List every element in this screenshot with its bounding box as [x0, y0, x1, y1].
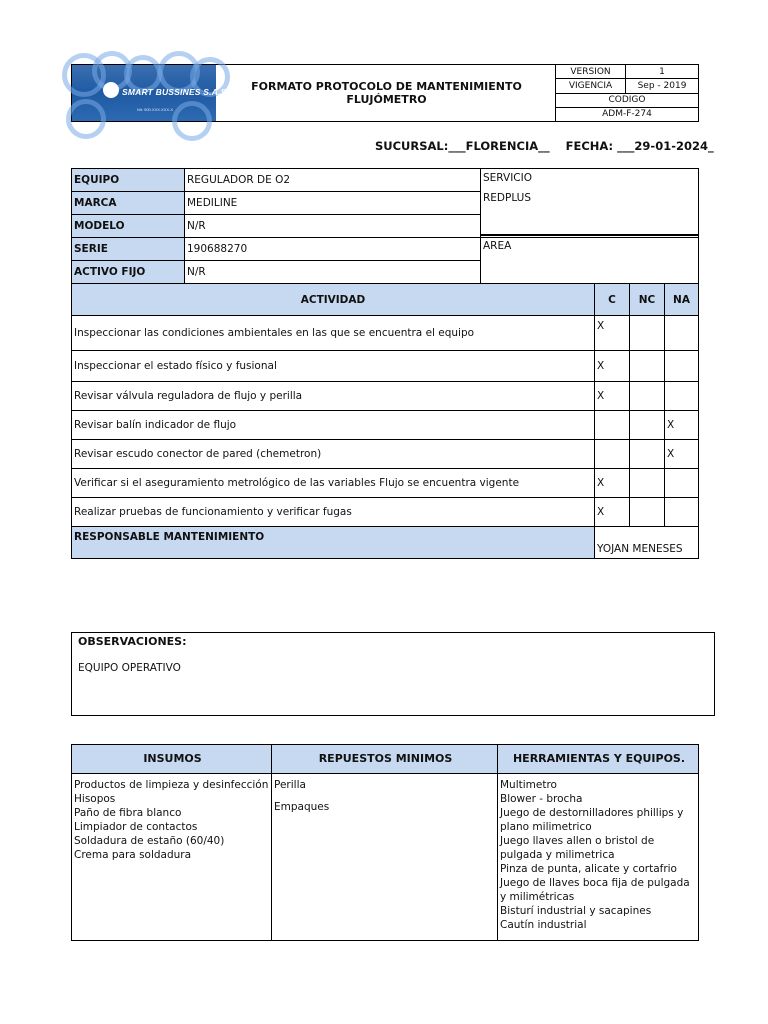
activity-row	[72, 351, 699, 382]
herramientas-header: HERRAMIENTAS Y EQUIPOS.	[498, 745, 699, 774]
activity-text: Inspeccionar el estado físico y fusional	[72, 351, 595, 382]
na-header: NA	[665, 284, 699, 316]
area-label: AREA	[483, 240, 512, 252]
activo-fijo-label: ACTIVO FIJO	[72, 261, 185, 284]
list-item: Perilla	[274, 779, 306, 791]
modelo-value: N/R	[185, 215, 481, 238]
vigencia-label: VIGENCIA	[556, 79, 626, 93]
activity-text: Realizar pruebas de funcionamiento y verificar fugas	[72, 498, 595, 527]
activity-row	[72, 316, 699, 351]
activity-c: X	[595, 382, 630, 411]
servicio-label: SERVICIO	[483, 172, 532, 184]
actividad-header: ACTIVIDAD	[72, 284, 595, 316]
location-line	[375, 139, 714, 153]
title-line-1: FORMATO PROTOCOLO DE MANTENIMIENTO	[251, 80, 522, 93]
servicio-cell	[481, 169, 699, 238]
document-header	[71, 64, 699, 122]
repuestos-header: REPUESTOS MINIMOS	[272, 745, 498, 774]
observations-box	[71, 632, 715, 716]
list-item: Blower - brocha	[500, 793, 583, 805]
sucursal-value: ___FLORENCIA__	[448, 139, 550, 153]
list-item: Juego de llaves boca fija de pulgada y milimétricas	[500, 877, 690, 903]
title-line-2: FLUJÓMETRO	[346, 93, 427, 106]
activity-na: X	[665, 440, 699, 469]
version-label: VERSION	[556, 65, 626, 79]
logo-subtext: Nit: 900.XXX.XXX-X	[137, 107, 174, 112]
responsable-value: YOJAN MENESES	[595, 527, 699, 559]
activity-text: Verificar si el aseguramiento metrológico de las variables Flujo se encuentra vigente	[72, 469, 595, 498]
list-item: Crema para soldadura	[74, 849, 192, 861]
marca-label: MARCA	[72, 192, 185, 215]
activity-na	[665, 382, 699, 411]
observations-value: EQUIPO OPERATIVO	[78, 662, 181, 674]
nc-header: NC	[630, 284, 665, 316]
equipment-table	[71, 168, 699, 559]
equipo-value: REGULADOR DE O2	[185, 169, 481, 192]
activity-text: Revisar válvula reguladora de flujo y perilla	[72, 382, 595, 411]
activity-row	[72, 440, 699, 469]
list-item: Hisopos	[74, 793, 116, 805]
codigo-label: CODIGO	[556, 93, 699, 107]
activity-text: Revisar escudo conector de pared (chemetron)	[72, 440, 595, 469]
activity-na: X	[665, 411, 699, 440]
activity-c: X	[595, 351, 630, 382]
fecha-label: FECHA:	[565, 139, 614, 153]
activity-nc	[630, 382, 665, 411]
list-item: Pinza de punta, alicate y cortafrio	[500, 863, 677, 875]
activity-na	[665, 469, 699, 498]
list-item: Bisturí industrial y sacapines	[500, 905, 652, 917]
sucursal-label: SUCURSAL:	[375, 139, 449, 153]
insumos-header: INSUMOS	[72, 745, 272, 774]
fecha-value: ___29-01-2024_	[617, 139, 714, 153]
activity-row	[72, 469, 699, 498]
vigencia-value: Sep - 2019	[626, 79, 699, 93]
list-item: Multimetro	[500, 779, 557, 791]
list-item: Productos de limpieza y desinfección	[74, 779, 269, 791]
activity-c: X	[595, 469, 630, 498]
document-title	[216, 65, 556, 122]
activity-na	[665, 316, 699, 351]
insumos-list	[72, 774, 272, 941]
list-item: Juego de destornilladores phillips y plano milimetrico	[500, 807, 684, 833]
area-cell	[481, 238, 699, 284]
list-item: Paño de fibra blanco	[74, 807, 182, 819]
responsable-label: RESPONSABLE MANTENIMIENTO	[72, 527, 595, 559]
list-item: Empaques	[274, 801, 330, 813]
activity-nc	[630, 498, 665, 527]
logo-text: SMART BUSSINES S.A.S.	[122, 87, 230, 97]
activity-c: X	[595, 498, 630, 527]
activity-text: Revisar balín indicador de flujo	[72, 411, 595, 440]
activity-c: X	[595, 316, 630, 351]
list-item: Soldadura de estaño (60/40)	[74, 835, 225, 847]
version-value: 1	[626, 65, 699, 79]
list-item: Juego llaves allen o bristol de pulgada y milimetrica	[500, 835, 655, 861]
activity-nc	[630, 411, 665, 440]
activity-c	[595, 440, 630, 469]
activity-row	[72, 498, 699, 527]
serie-label: SERIE	[72, 238, 185, 261]
activity-nc	[630, 469, 665, 498]
c-header: C	[595, 284, 630, 316]
serie-value: 190688270	[185, 238, 481, 261]
list-item: Limpiador de contactos	[74, 821, 198, 833]
activity-na	[665, 498, 699, 527]
activity-text: Inspeccionar las condiciones ambientales en las que se encuentra el equipo	[72, 316, 595, 351]
supplies-table	[71, 744, 699, 941]
servicio-value: REDPLUS	[483, 192, 532, 204]
activity-na	[665, 351, 699, 382]
observations-label: OBSERVACIONES:	[78, 635, 187, 648]
company-logo	[72, 65, 230, 122]
activity-row	[72, 382, 699, 411]
marca-value: MEDILINE	[185, 192, 481, 215]
activity-row	[72, 411, 699, 440]
modelo-label: MODELO	[72, 215, 185, 238]
activity-nc	[630, 316, 665, 351]
herramientas-list	[498, 774, 699, 941]
equipo-label: EQUIPO	[72, 169, 185, 192]
activo-fijo-value: N/R	[185, 261, 481, 284]
list-item: Cautín industrial	[500, 919, 587, 931]
activity-nc	[630, 351, 665, 382]
activity-nc	[630, 440, 665, 469]
repuestos-list	[272, 774, 498, 941]
codigo-value: ADM-F-274	[556, 107, 699, 121]
logo-globe-icon	[103, 82, 119, 98]
activity-c	[595, 411, 630, 440]
